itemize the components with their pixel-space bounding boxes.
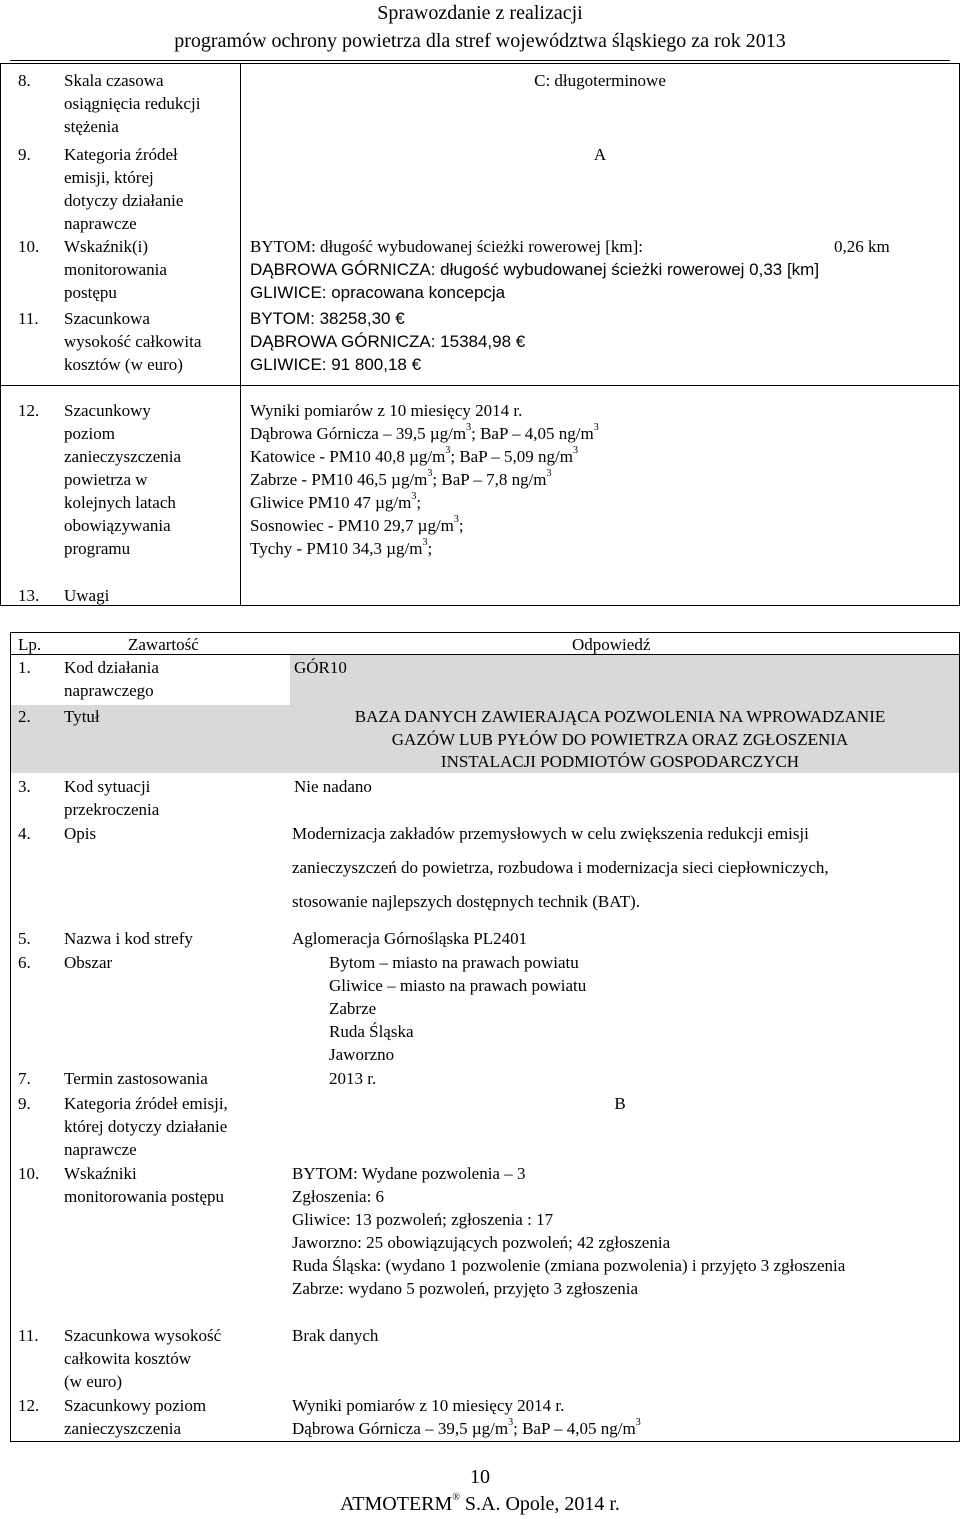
t1-row13-label: Uwagi — [64, 586, 110, 605]
t1-bottom-border — [0, 605, 960, 606]
t2-row2-label: Tytuł — [64, 707, 100, 726]
t1-row10-num: 10. — [18, 237, 40, 256]
t2-row6-value-4: Ruda Śląska — [329, 1022, 414, 1041]
t2-row2-value-3: INSTALACJI PODMIOTÓW GOSPODARCZYCH — [440, 752, 800, 771]
t2-row12-label-1: Szacunkowy poziom — [64, 1396, 207, 1415]
t1-row11-line-3: GLIWICE: 91 800,18 € — [250, 355, 422, 374]
t1-row9-label-4: naprawcze — [64, 214, 137, 233]
t1-row11-label-1: Szacunkowa — [64, 309, 150, 328]
t2-row2-value-1: BAZA DANYCH ZAWIERAJĄCA POZWOLENIA NA WPROWADZANIE — [354, 707, 886, 726]
t2-row1-shade — [290, 654, 959, 705]
t2-row4-value-3: stosowanie najlepszych dostępnych technik (BAT). — [292, 892, 640, 911]
t2-r12-sup1: 3 — [508, 1417, 514, 1429]
t2-row6-label: Obszar — [64, 953, 113, 972]
t1-row8-label-1: Skala czasowa — [64, 71, 164, 90]
t1-row12-label-6: obowiązywania — [64, 516, 171, 535]
t1-row10-line-3: GLIWICE: opracowana koncepcja — [250, 283, 506, 302]
t1-row12-line-2 — [250, 445, 578, 468]
t1-row12-line-1 — [250, 422, 599, 445]
t2-row9-label-1: Kategoria źródeł emisji, — [64, 1094, 228, 1113]
t1-row9-num: 9. — [18, 145, 31, 164]
t1-l4a: Gliwice PM10 47 µg/m — [250, 493, 412, 512]
t2-row11-num: 11. — [18, 1326, 39, 1345]
footer-company-name: ATMOTERM — [340, 1493, 453, 1515]
t2-row4-value-1: Modernizacja zakładów przemysłowych w celu zwiększenia redukcji emisji — [292, 824, 809, 843]
t1-row9-label-2: emisji, której — [64, 168, 154, 187]
t2-row11-value: Brak danych — [292, 1326, 379, 1345]
t1-row10-label-2: monitorowania — [64, 260, 167, 279]
t2-row10-value-2: Zgłoszenia: 6 — [292, 1187, 385, 1206]
t1-top-border — [0, 63, 960, 64]
t1-l3-sup1: 3 — [427, 468, 433, 480]
t1-row8-label-3: stężenia — [64, 117, 119, 136]
t2-row1-label-2: naprawczego — [64, 681, 154, 700]
t2-row9-num: 9. — [18, 1094, 31, 1113]
t2-row10-value-1: BYTOM: Wydane pozwolenia – 3 — [292, 1164, 526, 1183]
t1-row12-border — [0, 385, 960, 386]
t1-row12-line-4 — [250, 491, 421, 514]
t1-left-border — [0, 63, 1, 606]
t2-row10-num: 10. — [18, 1164, 40, 1183]
t2-row4-label: Opis — [64, 824, 97, 843]
header-rule — [10, 60, 950, 61]
t1-row11-line-2: DĄBROWA GÓRNICZA: 15384,98 € — [250, 332, 526, 351]
t2-row4-num: 4. — [18, 824, 31, 843]
t2-row11-label-2: całkowita kosztów — [64, 1349, 191, 1368]
t1-row12-label-2: poziom — [64, 424, 115, 443]
t2-row5-num: 5. — [18, 929, 31, 948]
t1-l4b: ; — [416, 493, 422, 512]
t2-row7-label: Termin zastosowania — [64, 1069, 208, 1088]
t2-row10-value-6: Zabrze: wydano 5 pozwoleń, przyjęto 3 zgłoszenia — [292, 1279, 639, 1298]
t2-row2-value-2: GAZÓW LUB PYŁÓW DO POWIETRZA ORAZ ZGŁOSZENIA — [391, 730, 849, 749]
t1-l6b: ; — [427, 539, 433, 558]
t1-row12-label-7: programu — [64, 539, 131, 558]
t1-l5a: Sosnowiec - PM10 29,7 µg/m — [250, 516, 454, 535]
t2-row1-num: 1. — [18, 658, 31, 677]
t1-l3b: ; BaP – 7,8 ng/m — [432, 470, 547, 489]
t1-l1-sup1: 3 — [466, 422, 472, 434]
t1-row11-num: 11. — [18, 309, 39, 328]
t1-l2a: Katowice - PM10 40,8 µg/m — [250, 447, 446, 466]
t1-l4-sup: 3 — [411, 491, 417, 503]
t2-r12-v2a: Dąbrowa Górnicza – 39,5 µg/m — [292, 1419, 509, 1438]
footer-company-city: S.A. Opole, 2014 r. — [459, 1493, 620, 1515]
t1-row10-line-2: DĄBROWA GÓRNICZA: długość wybudowanej ścieżki rowerowej 0,33 [km] — [250, 260, 820, 279]
t2-row2-num: 2. — [18, 707, 31, 726]
t1-l3-sup2: 3 — [546, 468, 552, 480]
t1-l5b: ; — [458, 516, 464, 535]
t1-row12-line-6 — [250, 537, 432, 560]
t2-row5-value: Aglomeracja Górnośląska PL2401 — [292, 929, 528, 948]
t2-left-border — [10, 632, 11, 1442]
t1-row12-label-4: powietrza w — [64, 470, 148, 489]
t2-row11-label-1: Szacunkowa wysokość — [64, 1326, 222, 1345]
t1-row8-value: C: długoterminowe — [534, 71, 666, 90]
t2-row10-value-5: Ruda Śląska: (wydano 1 pozwolenie (zmiana pozwolenia) i przyjęto 3 zgłoszenia — [292, 1256, 846, 1275]
t2-row4-value-2: zanieczyszczeń do powietrza, rozbudowa i modernizacja sieci ciepłowniczych, — [292, 858, 829, 877]
t2-row3-value: Nie nadano — [294, 777, 372, 796]
t1-row12-line-3 — [250, 468, 552, 491]
t1-l3a: Zabrze - PM10 46,5 µg/m — [250, 470, 428, 489]
t2-row10-value-3: Gliwice: 13 pozwoleń; zgłoszenia : 17 — [292, 1210, 554, 1229]
report-title-line1: Sprawozdanie z realizacji — [377, 2, 583, 24]
t1-l1b: ; BaP – 4,05 ng/m — [471, 424, 594, 443]
t1-row10-label-3: postępu — [64, 283, 117, 302]
t2-row10-label-1: Wskaźniki — [64, 1164, 137, 1183]
t2-row12-value-2 — [292, 1417, 641, 1440]
t2-row7-value: 2013 r. — [329, 1069, 377, 1088]
t2-row3-num: 3. — [18, 777, 31, 796]
t2-row9-value: B — [614, 1094, 626, 1113]
t2-row5-label: Nazwa i kod strefy — [64, 929, 193, 948]
t2-row6-value-3: Zabrze — [329, 999, 377, 1018]
t1-row12-num: 12. — [18, 401, 40, 420]
t2-row6-value-5: Jaworzno — [329, 1045, 395, 1064]
t2-row6-num: 6. — [18, 953, 31, 972]
t2-row12-label-2: zanieczyszczenia — [64, 1419, 182, 1438]
t1-row11-line-1: BYTOM: 38258,30 € — [250, 309, 405, 328]
t2-bottom-border — [10, 1441, 960, 1442]
t2-row9-label-2: której dotyczy działanie — [64, 1117, 228, 1136]
page-number: 10 — [470, 1466, 490, 1488]
t2-row10-value-4: Jaworzno: 25 obowiązujących pozwoleń; 42 zgłoszenia — [292, 1233, 671, 1252]
t1-row12-line-5 — [250, 514, 464, 537]
t2-row3-label-1: Kod sytuacji — [64, 777, 151, 796]
t2-row6-value-2: Gliwice – miasto na prawach powiatu — [329, 976, 587, 995]
t2-head-zawartosc: Zawartość — [128, 635, 199, 654]
t2-row11-label-3: (w euro) — [64, 1372, 123, 1391]
t1-row11-label-2: wysokość całkowita — [64, 332, 202, 351]
t1-row8-num: 8. — [18, 71, 31, 90]
t1-l5-sup: 3 — [453, 514, 459, 526]
t2-row1-label-1: Kod działania — [64, 658, 159, 677]
t2-row9-label-3: naprawcze — [64, 1140, 137, 1159]
t1-row9-value: A — [593, 145, 607, 164]
t1-l6-sup: 3 — [422, 537, 428, 549]
t1-row10-bytom-value: 0,26 km — [834, 237, 890, 256]
t1-l1-sup2: 3 — [593, 422, 599, 434]
t1-l1a: Dąbrowa Górnicza – 39,5 µg/m — [250, 424, 467, 443]
t2-row3-label-2: przekroczenia — [64, 800, 160, 819]
t1-l6a: Tychy - PM10 34,3 µg/m — [250, 539, 423, 558]
t1-l2-sup2: 3 — [573, 445, 578, 457]
t2-head-lp: Lp. — [18, 635, 42, 654]
t1-row12-label-1: Szacunkowy — [64, 401, 151, 420]
t1-row12-label-5: kolejnych latach — [64, 493, 176, 512]
t1-row10-line-1: BYTOM: długość wybudowanej ścieżki rowerowej [km]: — [250, 237, 643, 256]
t1-row9-label-3: dotyczy działanie — [64, 191, 184, 210]
t1-row10-label-1: Wskaźnik(i) — [64, 237, 149, 256]
t2-row12-value-1: Wyniki pomiarów z 10 miesięcy 2014 r. — [292, 1396, 565, 1415]
t2-row1-value: GÓR10 — [294, 658, 347, 677]
t1-row13-num: 13. — [18, 586, 40, 605]
t2-row7-num: 7. — [18, 1069, 31, 1088]
t1-row8-label-2: osiągnięcia redukcji — [64, 94, 201, 113]
t1-row11-label-3: kosztów (w euro) — [64, 355, 183, 374]
registered-mark: ® — [452, 1492, 460, 1504]
t2-r12-sup2: 3 — [635, 1417, 641, 1429]
t1-row12-label-3: zanieczyszczenia — [64, 447, 182, 466]
t1-l2b: ; BaP – 5,09 ng/m — [450, 447, 573, 466]
report-title-line2: programów ochrony powietrza dla stref województwa śląskiego za rok 2013 — [174, 30, 786, 52]
t2-r12-v2b: ; BaP – 4,05 ng/m — [513, 1419, 636, 1438]
t2-head-odpowiedz: Odpowiedź — [572, 635, 651, 654]
footer-company — [0, 1492, 960, 1516]
t2-row10-label-2: monitorowania postępu — [64, 1187, 225, 1206]
t1-row12-intro: Wyniki pomiarów z 10 miesięcy 2014 r. — [250, 401, 523, 420]
t2-row12-num: 12. — [18, 1396, 40, 1415]
t1-row9-label-1: Kategoria źródeł — [64, 145, 178, 164]
t1-l2-sup1: 3 — [445, 445, 451, 457]
t2-row6-value-1: Bytom – miasto na prawach powiatu — [329, 953, 579, 972]
